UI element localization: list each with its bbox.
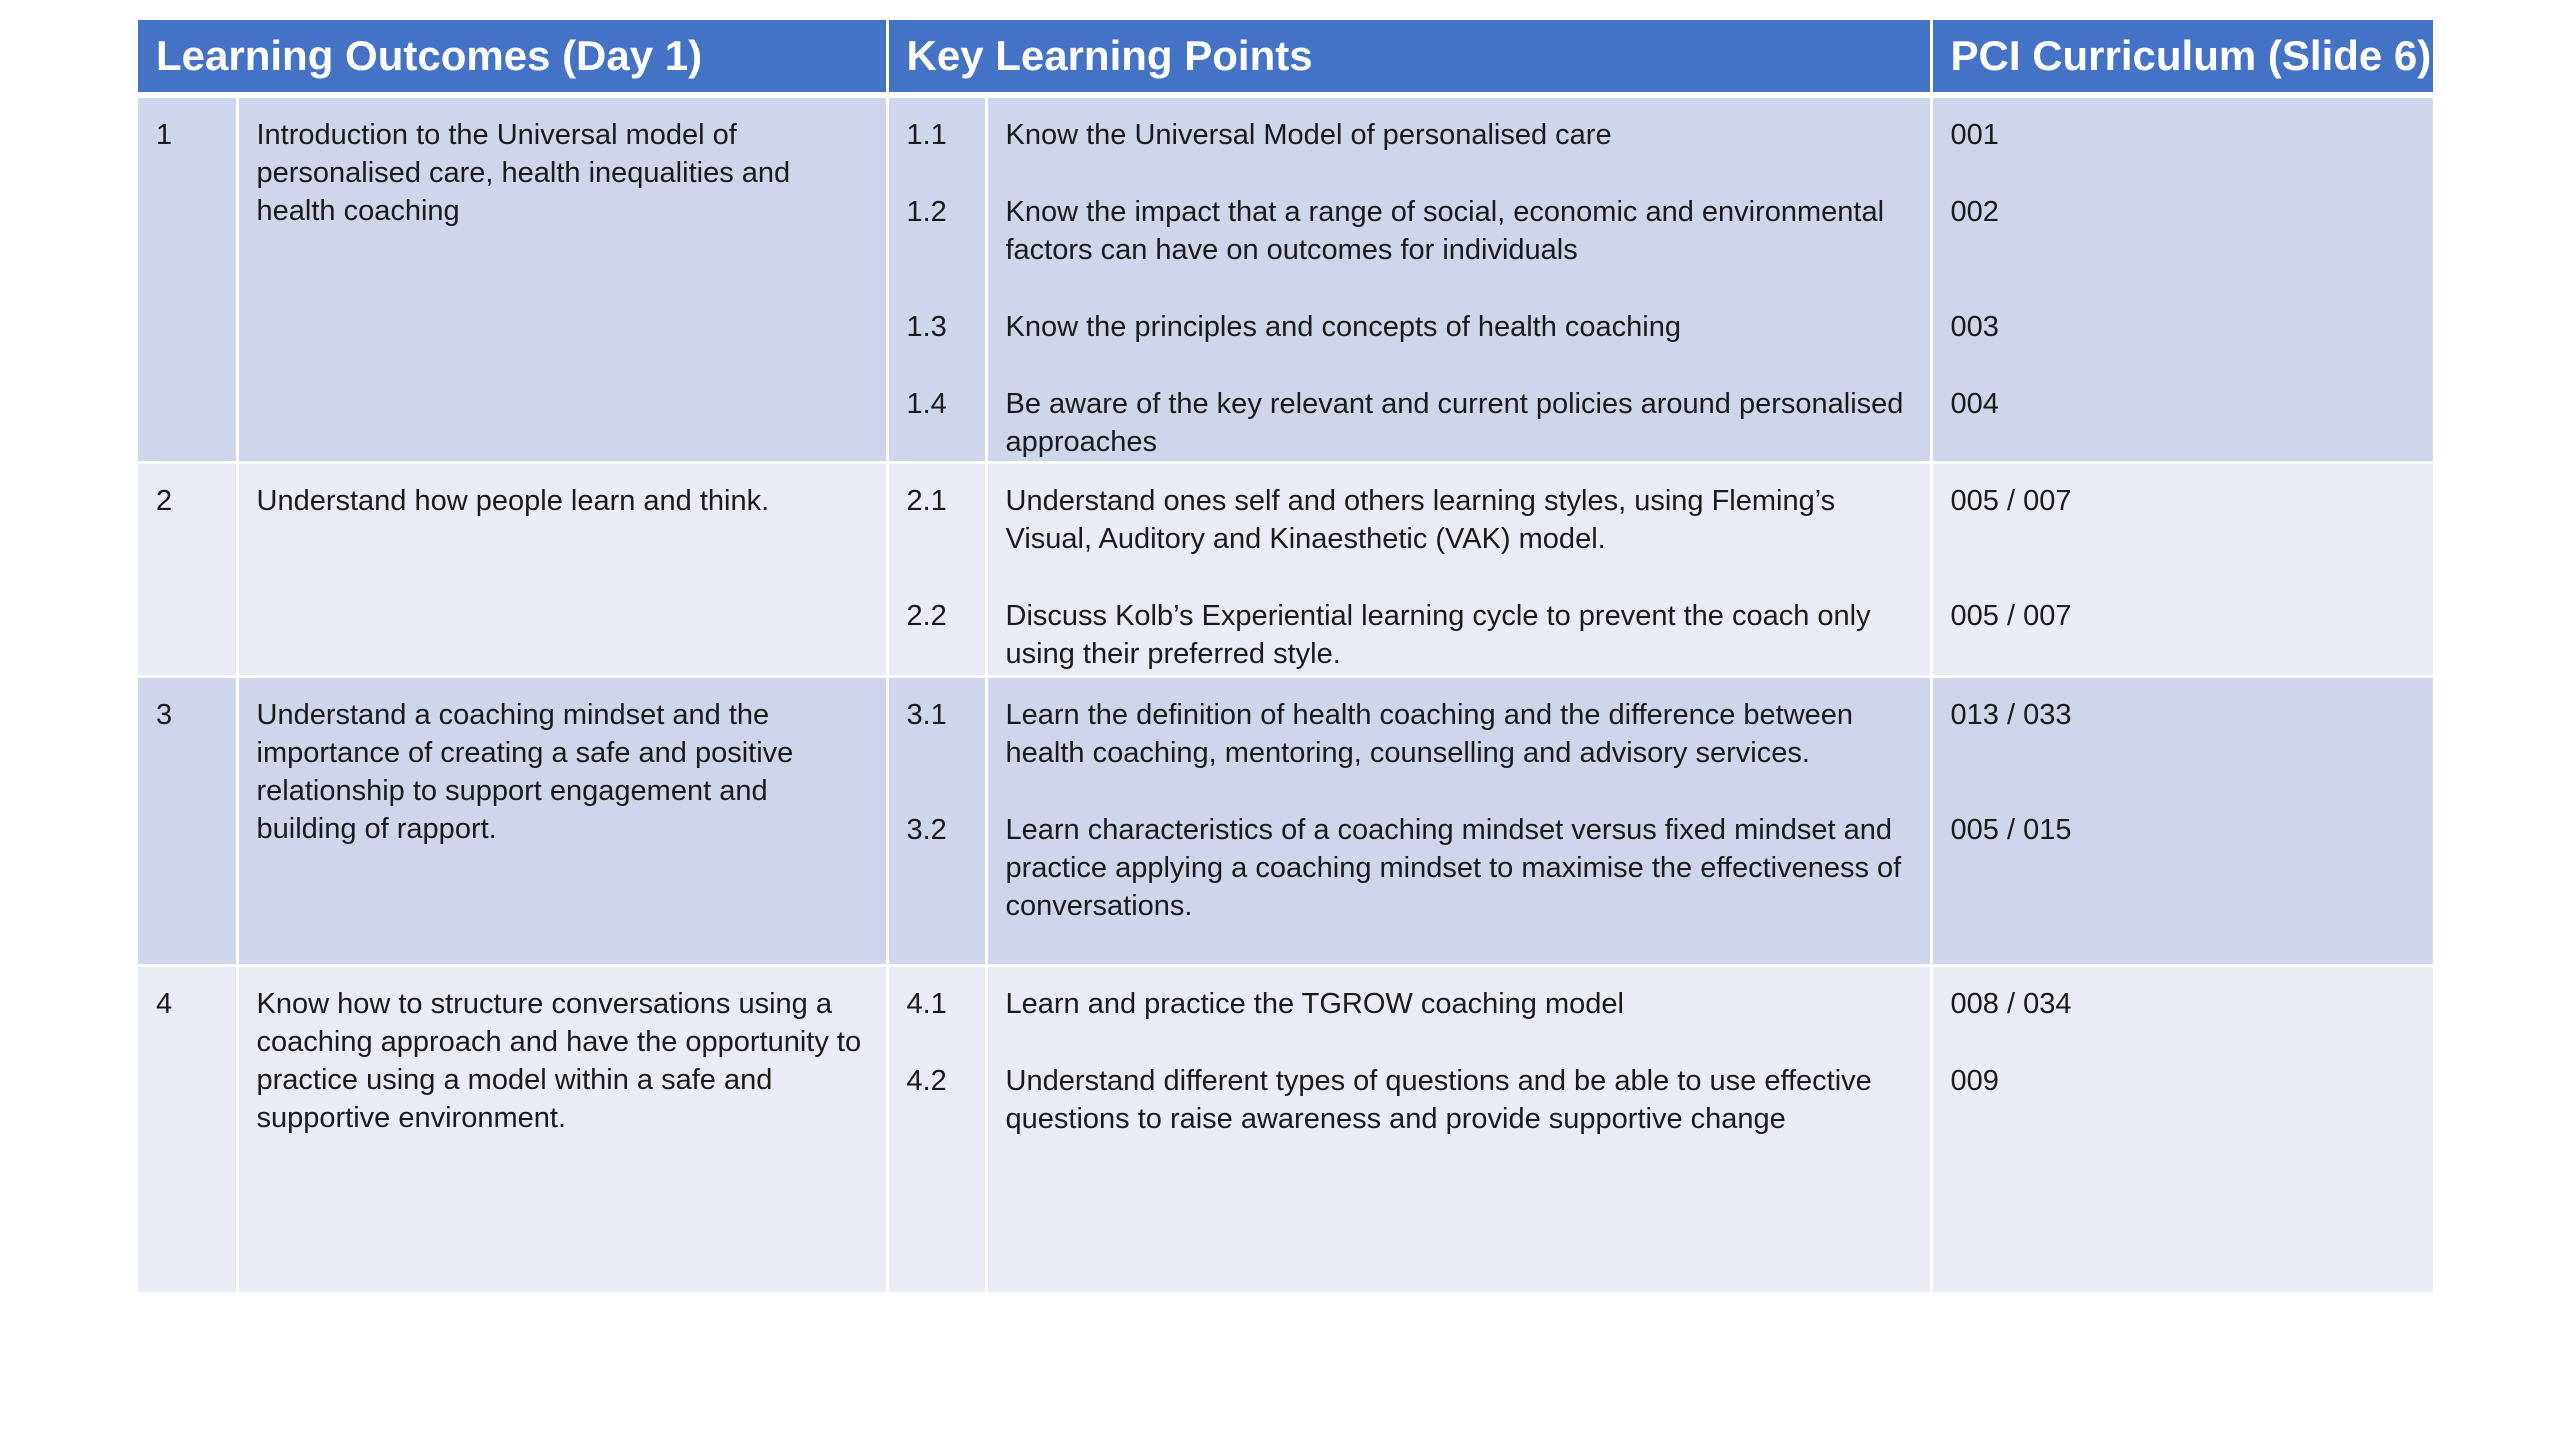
outcome-text: Know how to structure conversations using a coaching approach and have the opportunity to practice using a model within a safe and supportive environment. [237,966,887,1294]
point-text: Know the principles and concepts of health coaching [1005,311,1681,343]
point-id: 4.2 [906,1065,947,1097]
pci-codes [1931,95,2433,463]
header-pci-curriculum: PCI Curriculum (Slide 6) [1931,20,2433,95]
point-text: Discuss Kolb’s Experiential learning cycle to prevent the coach only using their preferred style. [1005,600,1871,670]
pci-code: 008 / 034 [1950,988,2072,1020]
table-row [138,463,2433,677]
outcome-number: 1 [138,95,237,463]
point-ids [887,95,986,463]
point-id: 3.1 [906,699,947,731]
pci-code: 005 / 007 [1950,485,2072,517]
point-id: 1.2 [906,196,947,228]
table-row [138,95,2433,463]
table-row [138,677,2433,966]
point-id: 1.1 [906,119,947,151]
point-text: Understand different types of questions and be able to use effective questions to raise awareness and provide supportive change [1005,1065,1872,1135]
point-ids [887,463,986,677]
pci-code: 002 [1950,196,1999,228]
point-id: 2.2 [906,600,947,632]
header-key-learning-points: Key Learning Points [887,20,1931,95]
pci-code: 013 / 033 [1950,699,2072,731]
header-learning-outcomes: Learning Outcomes (Day 1) [138,20,887,95]
point-texts [986,677,1931,966]
point-id: 3.2 [906,814,947,846]
pci-code: 005 / 007 [1950,600,2072,632]
outcome-number: 3 [138,677,237,966]
point-id: 2.1 [906,485,947,517]
point-text: Learn and practice the TGROW coaching model [1005,988,1624,1020]
point-ids [887,966,986,1294]
outcome-number: 4 [138,966,237,1294]
pci-code: 005 / 015 [1950,814,2072,846]
point-text: Understand ones self and others learning styles, using Fleming’s Visual, Auditory and Kinaesthetic (VAK) model. [1005,485,1836,555]
point-text: Learn characteristics of a coaching mindset versus fixed mindset and practice applying a coaching mindset to maximise the effectiveness of conversations. [1005,814,1902,922]
pci-code: 003 [1950,311,1999,343]
pci-code: 004 [1950,388,1999,420]
pci-codes [1931,966,2433,1294]
point-text: Be aware of the key relevant and current policies around personalised approaches [1005,388,1904,458]
point-text: Know the impact that a range of social, economic and environmental factors can have on outcomes for individuals [1005,196,1885,266]
point-texts [986,463,1931,677]
pci-code: 001 [1950,119,1999,151]
point-ids [887,677,986,966]
point-id: 1.3 [906,311,947,343]
point-texts [986,966,1931,1294]
point-text: Learn the definition of health coaching and the difference between health coaching, mentoring, counselling and advisory services. [1005,699,1854,769]
point-text: Know the Universal Model of personalised care [1005,119,1612,151]
outcome-number: 2 [138,463,237,677]
point-texts [986,95,1931,463]
outcome-text: Understand a coaching mindset and the importance of creating a safe and positive relationship to support engagement and building of rapport. [237,677,887,966]
table-header-row [138,20,2433,95]
pci-codes [1931,677,2433,966]
point-id: 4.1 [906,988,947,1020]
outcome-text: Understand how people learn and think. [237,463,887,677]
point-id: 1.4 [906,388,947,420]
pci-code: 009 [1950,1065,1999,1097]
pci-codes [1931,463,2433,677]
learning-outcomes-table [138,20,2433,1295]
outcome-text: Introduction to the Universal model of personalised care, health inequalities and health coaching [237,95,887,463]
table-row [138,966,2433,1294]
